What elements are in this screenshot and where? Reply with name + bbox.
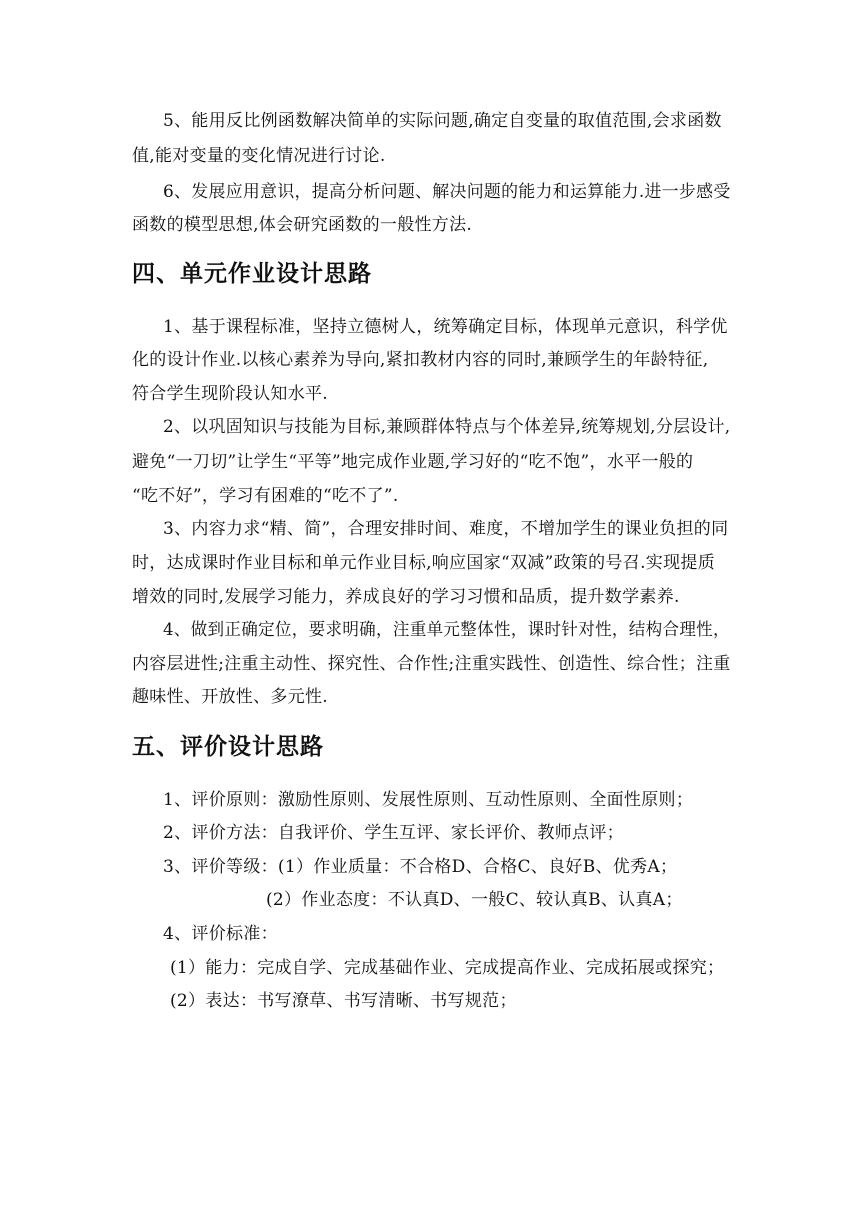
s4-p4-line-1: 4、做到正确定位，要求明确，注重单元整体性，课时针对性，结构合理性， <box>163 620 730 640</box>
section-4-heading: 四、单元作业设计思路 <box>132 261 372 287</box>
s4-p1-line-2: 化的设计作业.以核心素养为导向,紧扣教材内容的同时,兼顾学生的年龄特征, <box>132 350 709 370</box>
goal-item-5-line-2: 值,能对变量的变化情况进行讨论. <box>132 146 386 166</box>
s5-levels-quality: 3、评价等级：(1）作业质量：不合格D、合格C、良好B、优秀A； <box>163 857 678 877</box>
s4-p4-line-2: 内容层进性;注重主动性、探究性、合作性;注重实践性、创造性、综合性；注重 <box>132 654 731 674</box>
s5-levels-attitude: (2）作业态度：不认真D、一般C、较认真B、认真A； <box>266 890 683 910</box>
section-5-heading: 五、评价设计思路 <box>132 734 324 760</box>
s4-p1-line-3: 符合学生现阶段认知水平. <box>132 384 329 404</box>
s4-p2-line-2: 避免“一刀切”让学生“平等”地完成作业题,学习好的“吃不饱”，水平一般的 <box>132 452 694 472</box>
goal-item-6-line-1: 6、发展应用意识，提高分析问题、解决问题的能力和运算能力.进一步感受 <box>163 182 731 202</box>
s5-standards-heading: 4、评价标准： <box>163 924 278 944</box>
s4-p4-line-3: 趣味性、开放性、多元性. <box>132 687 329 707</box>
s5-standard-expression: (2）表达：书写潦草、书写清晰、书写规范； <box>170 991 517 1011</box>
s5-standard-ability: (1）能力：完成自学、完成基础作业、完成提高作业、完成拓展或探究； <box>170 958 725 978</box>
s4-p2-line-3: “吃不好”，学习有困难的“吃不了”. <box>132 486 399 506</box>
s4-p1-line-1: 1、基于课程标准，坚持立德树人，统筹确定目标，体现单元意识，科学优 <box>163 317 728 337</box>
s4-p3-line-3: 增效的同时,发展学习能力，养成良好的学习习惯和品质，提升数学素养. <box>132 587 680 607</box>
s5-methods: 2、评价方法：自我评价、学生互评、家长评价、教师点评； <box>163 823 624 843</box>
s4-p2-line-1: 2、以巩固知识与技能为目标,兼顾群体特点与个体差异,统筹规划,分层设计, <box>163 417 731 437</box>
goal-item-6-line-2: 函数的模型思想,体会研究函数的一般性方法. <box>132 215 473 235</box>
s4-p3-line-1: 3、内容力求“精、简”，合理安排时间、难度，不增加学生的课业负担的同 <box>163 519 729 539</box>
s5-principles: 1、评价原则：激励性原则、发展性原则、互动性原则、全面性原则； <box>163 790 694 810</box>
s4-p3-line-2: 时，达成课时作业目标和单元作业目标,响应国家“双减”政策的号召.实现提质 <box>132 553 715 573</box>
goal-item-5-line-1: 5、能用反比例函数解决简单的实际问题,确定自变量的取值范围,会求函数 <box>163 111 722 131</box>
